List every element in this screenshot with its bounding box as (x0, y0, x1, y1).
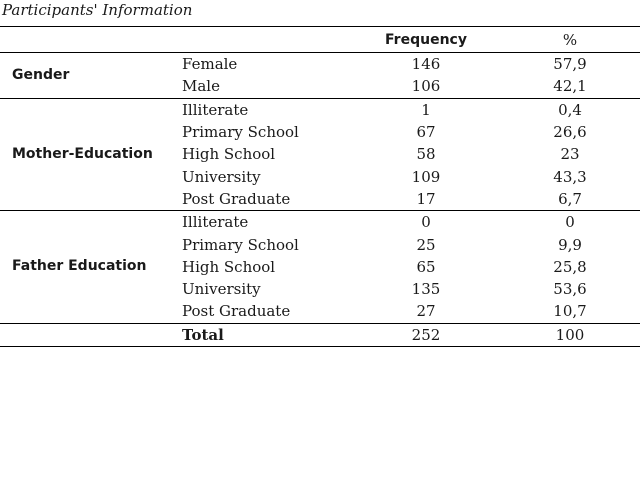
row-label: Male (182, 77, 220, 96)
group-label-mother-education: Mother-Education (0, 98, 174, 210)
row-frequency: 0 (352, 211, 500, 234)
row-frequency: 109 (411, 167, 441, 186)
row-percent: 6,7 (558, 189, 582, 208)
header-frequency: Frequency (352, 27, 500, 53)
row-percent: 0,4 (500, 98, 640, 121)
row-frequency: 106 (411, 77, 441, 96)
row-frequency: 27 (416, 302, 436, 321)
header-percent: % (500, 27, 640, 53)
row-label: High School (182, 145, 276, 164)
total-frequency: 252 (352, 323, 500, 346)
table-row (0, 98, 640, 121)
row-label: Illiterate (174, 211, 352, 234)
row-percent: 25,8 (553, 257, 587, 276)
row-label: High School (182, 257, 276, 276)
participants-table (0, 26, 640, 347)
row-label: University (182, 167, 261, 186)
total-percent: 100 (500, 323, 640, 346)
header-empty-item (174, 27, 352, 53)
row-percent: 42,1 (553, 77, 587, 96)
table-caption: Participants' Information (2, 1, 193, 19)
row-label: Primary School (182, 235, 299, 254)
total-empty-cell (0, 323, 174, 346)
row-frequency: 25 (416, 235, 436, 254)
row-percent: 23 (560, 145, 580, 164)
row-frequency: 67 (416, 123, 436, 142)
row-label: Post Graduate (182, 302, 291, 321)
row-percent: 26,6 (553, 123, 587, 142)
header-row (0, 27, 640, 53)
total-label: Total (174, 323, 352, 346)
row-label: Illiterate (174, 98, 352, 121)
header-empty-group (0, 27, 174, 53)
group-label-father-education: Father Education (0, 211, 174, 323)
row-label: Female (182, 55, 238, 74)
row-percent: 10,7 (553, 302, 587, 321)
row-frequency: 135 (411, 280, 441, 299)
row-label: University (182, 280, 261, 299)
row-frequency: 65 (416, 257, 436, 276)
row-frequency: 17 (416, 189, 436, 208)
row-frequency: 1 (352, 98, 500, 121)
row-frequency: 146 (411, 55, 441, 74)
row-percent: 43,3 (553, 167, 587, 186)
row-percent: 0 (500, 211, 640, 234)
row-percent: 9,9 (558, 235, 582, 254)
table-row (0, 211, 640, 234)
group-label-gender: Gender (12, 66, 70, 83)
row-percent: 57,9 (553, 55, 587, 74)
row-label: Primary School (182, 123, 299, 142)
row-label: Post Graduate (182, 189, 291, 208)
table-row (0, 53, 640, 76)
total-row (0, 323, 640, 346)
row-frequency: 58 (416, 145, 436, 164)
row-percent: 53,6 (553, 280, 587, 299)
